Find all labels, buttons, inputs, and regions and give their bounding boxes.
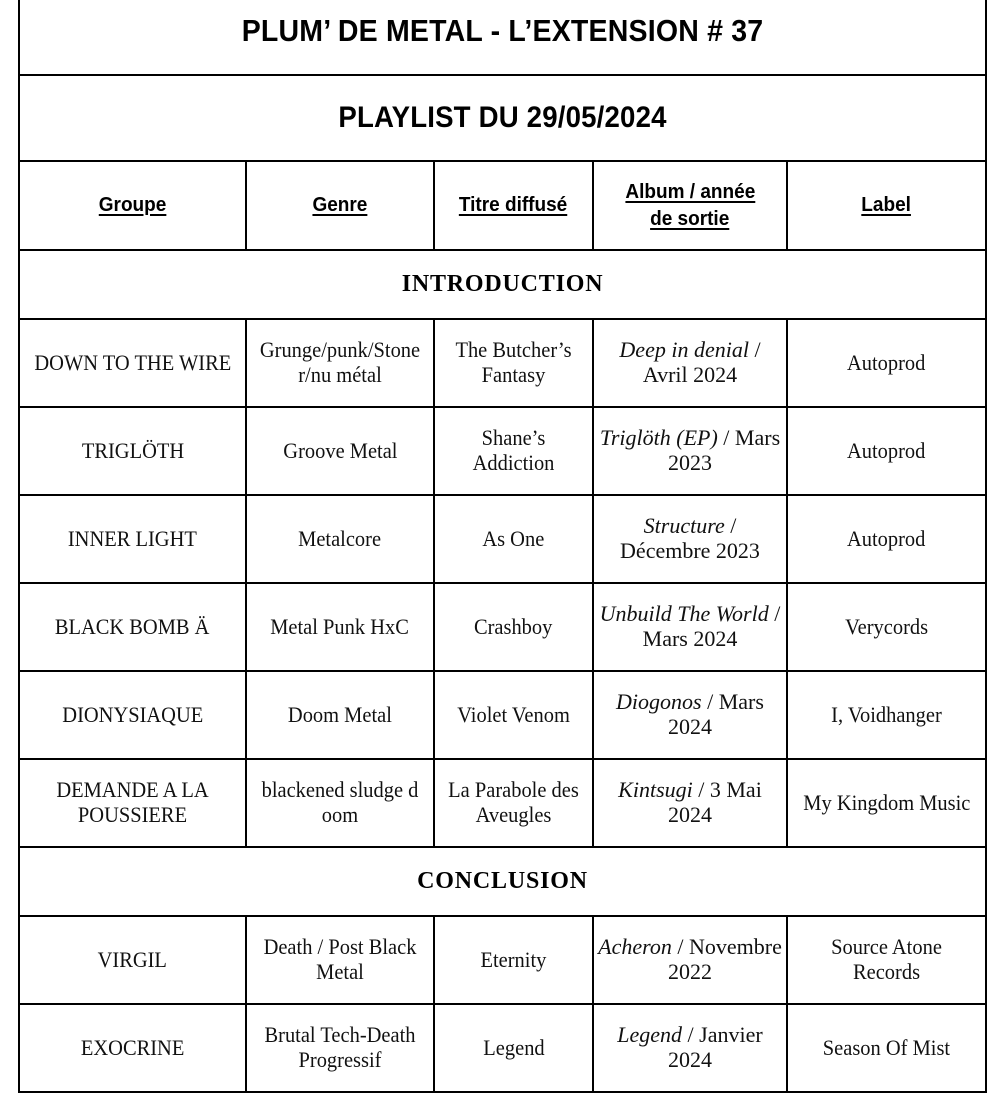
cell-genre: Brutal Tech-Death Progressif	[246, 1004, 434, 1092]
section-header-introduction	[19, 250, 986, 319]
cell-album-annee: Triglöth (EP) / Mars 2023	[593, 407, 787, 495]
cell-album-annee: Deep in denial / Avril 2024	[593, 319, 787, 407]
column-header-genre-label: Genre	[312, 194, 368, 216]
cell-titre-diffuse: Shane’s Addiction	[434, 407, 593, 495]
section-header-row	[19, 847, 986, 916]
cell-genre: Metal Punk HxC	[246, 583, 434, 671]
cell-groupe: DOWN TO THE WIRE	[19, 319, 246, 407]
cell-label: Verycords	[787, 583, 986, 671]
playlist-table	[18, 0, 987, 1093]
document-title-row	[19, 0, 986, 75]
section-header-introduction-label: INTRODUCTION	[401, 271, 604, 297]
cell-genre: Groove Metal	[246, 407, 434, 495]
cell-titre-diffuse: Violet Venom	[434, 671, 593, 759]
cell-titre-diffuse: Eternity	[434, 916, 593, 1004]
cell-groupe: EXOCRINE	[19, 1004, 246, 1092]
cell-label: Source Atone Records	[787, 916, 986, 1004]
page-subtitle	[58, 75, 948, 161]
column-header-album-annee-line2: de sortie	[650, 207, 730, 230]
cell-genre: Doom Metal	[246, 671, 434, 759]
page-subtitle-text: PLAYLIST DU 29/05/2024	[338, 101, 667, 134]
column-header-titre-diffuse-label: Titre diffusé	[459, 194, 568, 216]
cell-genre: blackened sludge doom	[246, 759, 434, 847]
page-title	[58, 0, 948, 75]
cell-album-annee: Diogonos / Mars 2024	[593, 671, 787, 759]
cell-album-annee: Structure / Décembre 2023	[593, 495, 787, 583]
table-row	[19, 759, 986, 847]
cell-genre: Death / Post Black Metal	[246, 916, 434, 1004]
cell-label: Autoprod	[787, 407, 986, 495]
cell-groupe: VIRGIL	[19, 916, 246, 1004]
table-row	[19, 407, 986, 495]
table-row	[19, 916, 986, 1004]
cell-album-annee: Kintsugi / 3 Mai 2024	[593, 759, 787, 847]
table-row	[19, 495, 986, 583]
section-header-conclusion	[19, 847, 986, 916]
column-header-genre	[246, 161, 434, 250]
cell-groupe: TRIGLÖTH	[19, 407, 246, 495]
column-header-groupe-label: Groupe	[98, 194, 167, 216]
column-header-groupe	[19, 161, 246, 250]
cell-label: Season Of Mist	[787, 1004, 986, 1092]
cell-label: I, Voidhanger	[787, 671, 986, 759]
cell-titre-diffuse: As One	[434, 495, 593, 583]
cell-groupe: DIONYSIAQUE	[19, 671, 246, 759]
cell-album-annee: Acheron / Novembre 2022	[593, 916, 787, 1004]
table-row	[19, 671, 986, 759]
section-header-row	[19, 250, 986, 319]
cell-label: Autoprod	[787, 495, 986, 583]
cell-label: Autoprod	[787, 319, 986, 407]
section-header-conclusion-label: CONCLUSION	[417, 868, 588, 894]
column-header-label	[787, 161, 986, 250]
column-header-titre-diffuse	[434, 161, 593, 250]
cell-titre-diffuse: La Parabole des Aveugles	[434, 759, 593, 847]
cell-groupe: INNER LIGHT	[19, 495, 246, 583]
cell-album-annee: Unbuild The World / Mars 2024	[593, 583, 787, 671]
cell-groupe: BLACK BOMB Ä	[19, 583, 246, 671]
table-row	[19, 583, 986, 671]
table-header-row	[19, 161, 986, 250]
table-row	[19, 319, 986, 407]
cell-groupe: DEMANDE A LA POUSSIERE	[19, 759, 246, 847]
cell-genre: Grunge/punk/Stoner/nu métal	[246, 319, 434, 407]
page-title-text: PLUM’ DE METAL - L’EXTENSION # 37	[241, 13, 764, 48]
column-header-album-annee-line1: Album / année	[625, 180, 755, 203]
cell-album-annee: Legend / Janvier 2024	[593, 1004, 787, 1092]
column-header-label-label: Label	[861, 194, 912, 216]
column-header-album-annee	[593, 161, 787, 250]
table-row	[19, 1004, 986, 1092]
cell-genre: Metalcore	[246, 495, 434, 583]
cell-label: My Kingdom Music	[787, 759, 986, 847]
cell-titre-diffuse: Legend	[434, 1004, 593, 1092]
cell-titre-diffuse: Crashboy	[434, 583, 593, 671]
cell-titre-diffuse: The Butcher’s Fantasy	[434, 319, 593, 407]
document-subtitle-row	[19, 75, 986, 161]
